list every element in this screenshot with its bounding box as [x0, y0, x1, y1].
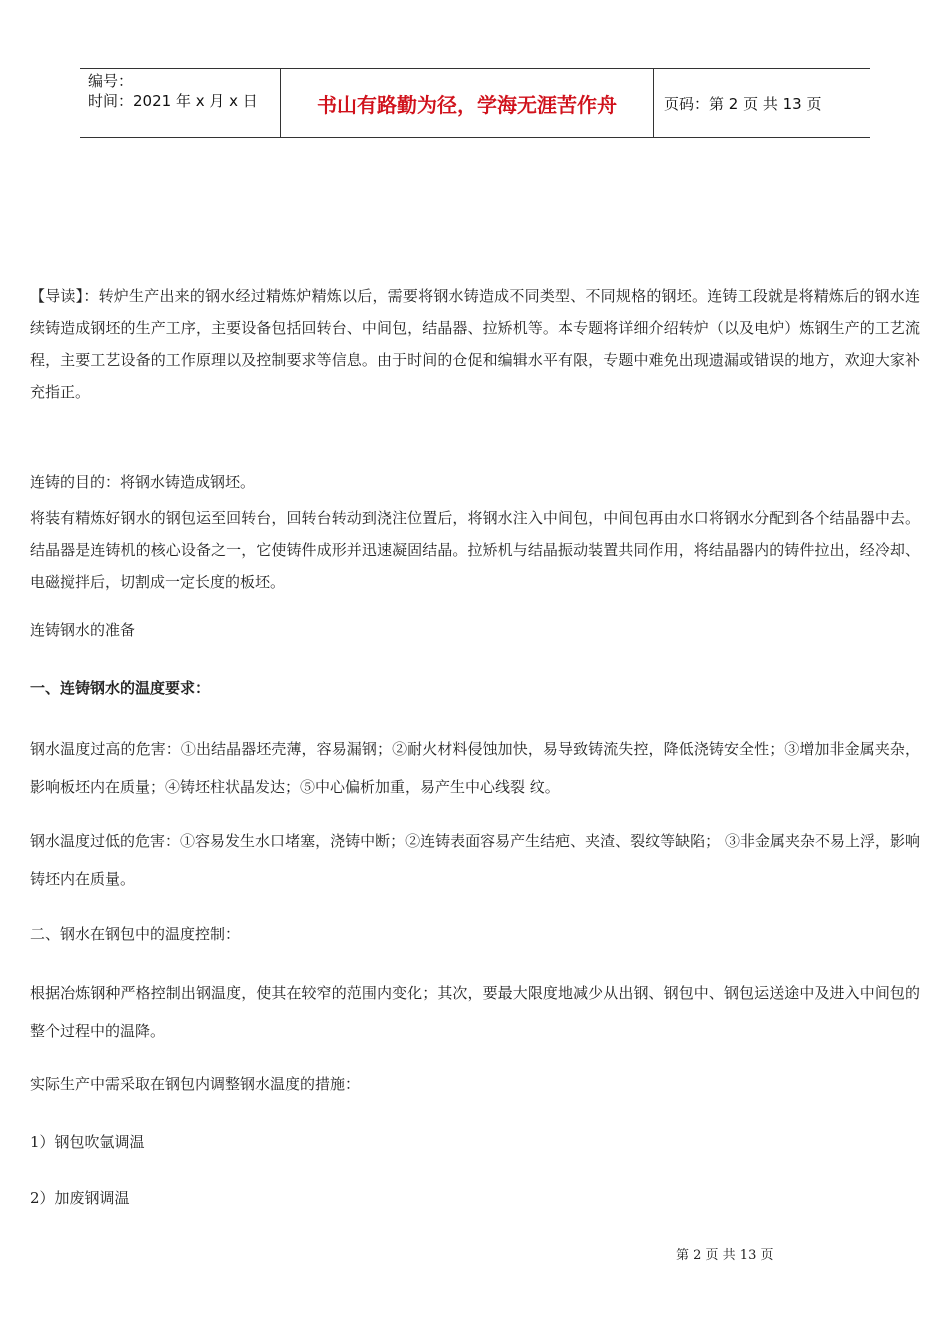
header-motto: 书山有路勤为径，学海无涯苦作舟	[280, 69, 654, 137]
purpose-paragraph: 连铸的目的：将钢水铸造成钢坯。	[30, 473, 256, 491]
document-header	[80, 68, 870, 138]
section2-title: 二、钢水在钢包中的温度控制：	[30, 925, 241, 943]
high-temp-paragraph: 钢水温度过高的危害：①出结晶器坯壳薄，容易漏钢；②耐火材料侵蚀加快，易导致铸流失控，降低浇铸安全性；③增加非金属夹杂，影响板坯内在质量；④铸坯柱状晶发达；⑤中心偏析加重，易产生中心线裂 纹。	[30, 740, 920, 796]
header-page-info: 页码：第 2 页 共 13 页	[664, 94, 822, 113]
time-label: 时间：2021 年 x 月 x 日	[88, 92, 258, 110]
measures-paragraph: 实际生产中需采取在钢包内调整钢水温度的措施：	[30, 1075, 361, 1093]
page-footer: 第 2 页 共 13 页	[676, 1248, 774, 1263]
section1-title: 一、连铸钢水的温度要求：	[30, 679, 211, 697]
measure-item-2: 2）加废钢调温	[30, 1189, 130, 1207]
intro-paragraph: 【导读】：转炉生产出来的钢水经过精炼炉精炼以后，需要将钢水铸造成不同类型、不同规格的钢坯。连铸工段就是将精炼后的钢水连续铸造成钢坯的生产工序，主要设备包括回转台、中间包，结晶器、拉矫机等。本专题将详细介绍转炉（以及电炉）炼钢生产的工艺流程，主要工艺设备的工作原理以及控制要求等信息。由于时间的仓促和编辑水平有限，专题中难免出现遗漏或错误的地方，欢迎大家补充指正。	[30, 287, 920, 401]
header-meta	[80, 69, 280, 137]
measure-item-1: 1）钢包吹氩调温	[30, 1133, 145, 1151]
process-paragraph: 将装有精炼好钢水的钢包运至回转台，回转台转动到浇注位置后，将钢水注入中间包，中间包再由水口将钢水分配到各个结晶器中去。结晶器是连铸机的核心设备之一，它使铸件成形并迅速凝固结晶。拉矫机与结晶振动装置共同作用，将结晶器内的铸件拉出，经冷却、电磁搅拌后，切割成一定长度的板坯。	[30, 509, 920, 591]
number-label: 编号：	[88, 72, 134, 90]
prep-heading: 连铸钢水的准备	[30, 621, 136, 639]
control-paragraph: 根据冶炼钢种严格控制出钢温度，使其在较窄的范围内变化；其次，要最大限度地减少从出钢、钢包中、钢包运送途中及进入中间包的整个过程中的温降。	[30, 984, 920, 1040]
low-temp-paragraph: 钢水温度过低的危害：①容易发生水口堵塞，浇铸中断；②连铸表面容易产生结疤、夹渣、裂纹等缺陷； ③非金属夹杂不易上浮，影响铸坯内在质量。	[30, 832, 920, 888]
